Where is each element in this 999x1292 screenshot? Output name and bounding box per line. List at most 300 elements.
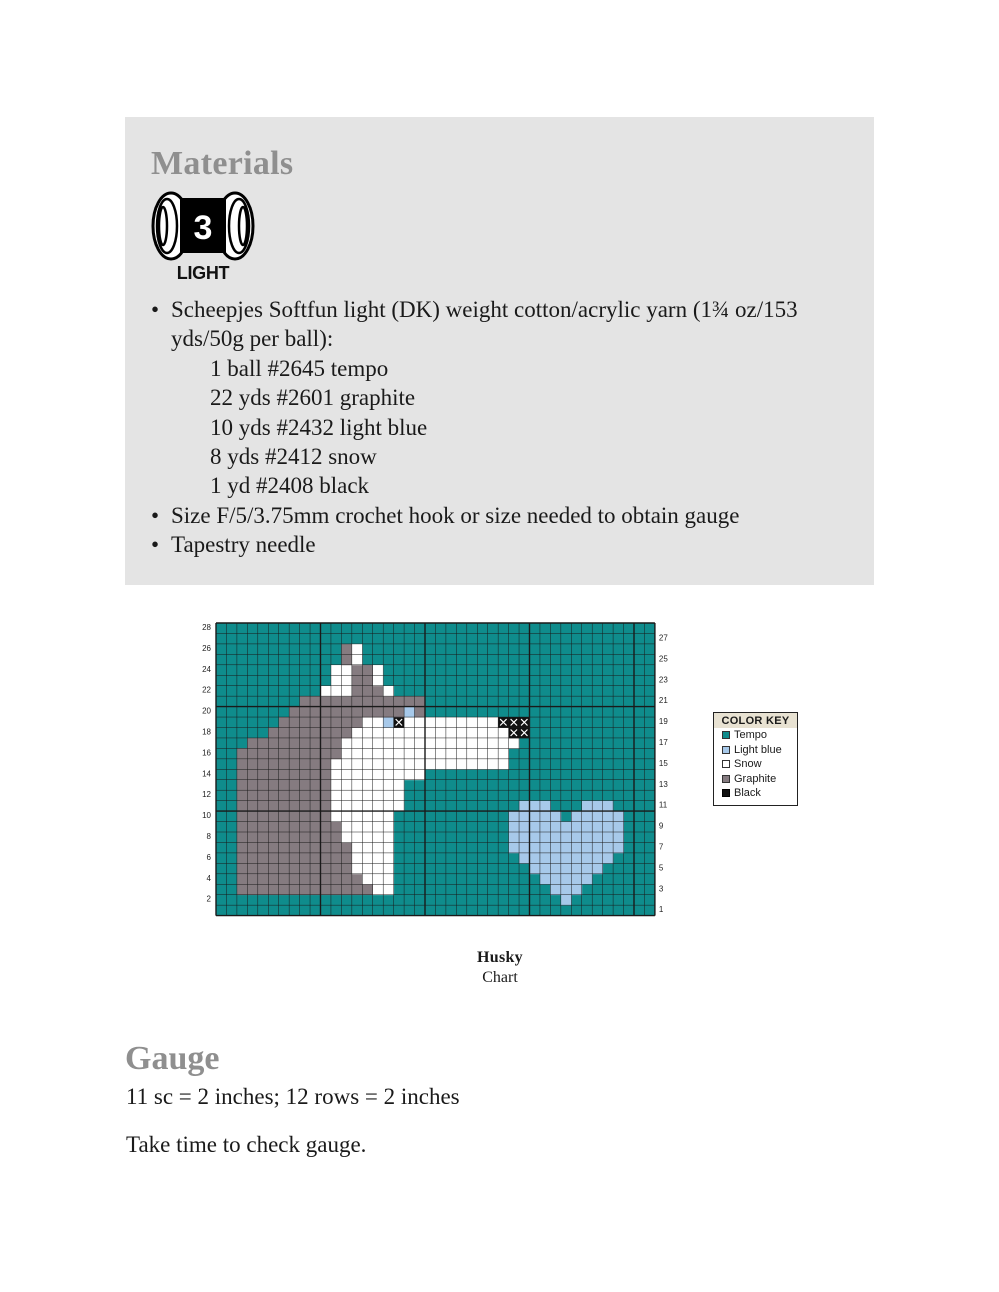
graphite-stitch (321, 790, 332, 801)
graphite-stitch (237, 842, 248, 853)
snow-stitch (446, 759, 457, 770)
graphite-stitch (321, 759, 332, 770)
light-blue-stitch (582, 822, 593, 833)
snow-stitch (383, 853, 394, 864)
snow-stitch (362, 738, 373, 749)
snow-stitch (331, 686, 342, 697)
snow-stitch (383, 728, 394, 739)
materials-title: Materials (151, 145, 294, 182)
graphite-stitch (300, 728, 311, 739)
color-key (713, 712, 798, 806)
snow-stitch (456, 748, 467, 759)
light-blue-stitch (561, 842, 572, 853)
snow-stitch (362, 822, 373, 833)
row-number: 15 (658, 758, 668, 768)
graphite-stitch (268, 822, 279, 833)
snow-stitch (352, 822, 363, 833)
snow-stitch (362, 717, 373, 728)
row-number: 19 (658, 717, 668, 727)
light-blue-stitch (509, 811, 520, 822)
snow-stitch (362, 780, 373, 791)
graphite-stitch (247, 801, 258, 812)
graphite-stitch (279, 769, 290, 780)
graphite-stitch (289, 874, 300, 885)
light-blue-stitch (592, 842, 603, 853)
snow-stitch (383, 801, 394, 812)
light-blue-stitch (582, 832, 593, 843)
graphite-stitch (331, 717, 342, 728)
snow-stitch (341, 738, 352, 749)
snow-stitch (321, 686, 332, 697)
graphite-stitch (258, 853, 269, 864)
light-blue-stitch (550, 863, 561, 874)
row-number: 7 (658, 842, 664, 852)
snow-stitch (341, 780, 352, 791)
snow-stitch (341, 748, 352, 759)
snow-stitch (352, 748, 363, 759)
light-blue-stitch (613, 822, 624, 833)
color-key-label: Snow (734, 758, 762, 771)
light-blue-stitch (519, 801, 530, 812)
graphite-stitch (247, 832, 258, 843)
snow-stitch (383, 686, 394, 697)
color-swatch (722, 775, 730, 783)
snow-stitch (373, 801, 384, 812)
light-blue-stitch (530, 842, 541, 853)
graphite-stitch (279, 717, 290, 728)
graphite-stitch (289, 717, 300, 728)
light-blue-stitch (550, 822, 561, 833)
graphite-stitch (352, 884, 363, 895)
snow-stitch (362, 832, 373, 843)
graphite-stitch (394, 707, 405, 718)
graphite-stitch (331, 748, 342, 759)
graphite-stitch (279, 874, 290, 885)
graphite-stitch (373, 686, 384, 697)
snow-stitch (394, 801, 405, 812)
snow-stitch (477, 717, 488, 728)
graphite-stitch (258, 780, 269, 791)
graphite-stitch (300, 696, 311, 707)
yarn-color-item: 1 ball #2645 tempo (210, 355, 389, 381)
graphite-stitch (310, 696, 321, 707)
bullet: • (151, 297, 160, 322)
light-blue-stitch (592, 863, 603, 874)
row-number: 8 (206, 832, 211, 841)
graphite-stitch (258, 811, 269, 822)
gauge-text: 11 sc = 2 inches; 12 rows = 2 inches (126, 1084, 460, 1109)
graphite-stitch (279, 801, 290, 812)
light-blue-stitch (571, 842, 582, 853)
light-blue-stitch (603, 811, 614, 822)
graphite-stitch (352, 696, 363, 707)
snow-stitch (352, 790, 363, 801)
graphite-stitch (237, 748, 248, 759)
light-blue-stitch (613, 811, 624, 822)
light-blue-stitch (592, 832, 603, 843)
light-blue-stitch (582, 801, 593, 812)
snow-stitch (456, 759, 467, 770)
graphite-stitch (289, 801, 300, 812)
light-blue-stitch (540, 832, 551, 843)
row-number: 1 (658, 905, 664, 915)
graphite-stitch (300, 811, 311, 822)
graphite-stitch (341, 853, 352, 864)
graphite-stitch (404, 696, 415, 707)
snow-stitch (394, 748, 405, 759)
snow-stitch (352, 811, 363, 822)
graphite-stitch (310, 811, 321, 822)
graphite-stitch (258, 738, 269, 749)
graphite-stitch (341, 728, 352, 739)
snow-stitch (352, 654, 363, 665)
snow-stitch (456, 728, 467, 739)
graphite-stitch (310, 759, 321, 770)
graphite-stitch (321, 769, 332, 780)
snow-stitch (373, 675, 384, 686)
graphite-stitch (362, 696, 373, 707)
snow-stitch (362, 863, 373, 874)
graphite-stitch (394, 696, 405, 707)
light-blue-stitch (582, 853, 593, 864)
snow-stitch (352, 728, 363, 739)
light-blue-stitch (603, 822, 614, 833)
snow-stitch (331, 811, 342, 822)
row-number: 28 (202, 623, 211, 632)
row-number: 22 (202, 685, 211, 695)
snow-stitch (362, 801, 373, 812)
graphite-stitch (331, 853, 342, 864)
row-number: 26 (202, 643, 211, 653)
snow-stitch (477, 728, 488, 739)
snow-stitch (373, 842, 384, 853)
light-blue-stitch (550, 884, 561, 895)
snow-stitch (383, 884, 394, 895)
graphite-stitch (331, 738, 342, 749)
snow-stitch (373, 728, 384, 739)
graphite-stitch (331, 822, 342, 833)
graphite-stitch (247, 748, 258, 759)
graphite-stitch (289, 780, 300, 791)
light-blue-stitch (530, 863, 541, 874)
light-blue-stitch (519, 842, 530, 853)
graphite-stitch (321, 738, 332, 749)
snow-stitch (341, 759, 352, 770)
row-number: 23 (658, 675, 668, 685)
snow-stitch (373, 665, 384, 676)
needle-description: Tapestry needle (171, 532, 316, 558)
snow-stitch (488, 728, 499, 739)
row-number: 14 (202, 769, 211, 779)
graphite-stitch (237, 759, 248, 770)
graphite-stitch (321, 874, 332, 885)
snow-stitch (498, 738, 509, 749)
snow-stitch (498, 759, 509, 770)
graphite-stitch (258, 822, 269, 833)
snow-stitch (446, 717, 457, 728)
graphite-stitch (310, 801, 321, 812)
light-blue-stitch (550, 874, 561, 885)
graphite-stitch (247, 874, 258, 885)
graphite-stitch (310, 874, 321, 885)
graphite-stitch (341, 717, 352, 728)
graphite-stitch (331, 884, 342, 895)
snow-stitch (415, 769, 426, 780)
bullet: • (151, 532, 160, 558)
graphite-stitch (300, 769, 311, 780)
snow-stitch (394, 769, 405, 780)
graphite-stitch (268, 738, 279, 749)
light-blue-stitch (530, 832, 541, 843)
light-blue-stitch (509, 832, 520, 843)
list-item (153, 295, 853, 501)
yarn-weight-number: 3 (193, 209, 213, 247)
yarn-color-list (171, 354, 853, 501)
snow-stitch (425, 728, 436, 739)
light-blue-stitch (603, 801, 614, 812)
snow-stitch (415, 728, 426, 739)
color-key-list (714, 728, 797, 801)
snow-stitch (352, 769, 363, 780)
snow-stitch (341, 832, 352, 843)
snow-stitch (352, 801, 363, 812)
snow-stitch (341, 822, 352, 833)
graphite-stitch (300, 874, 311, 885)
light-blue-stitch (613, 832, 624, 843)
graphite-stitch (341, 644, 352, 655)
graphite-stitch (258, 874, 269, 885)
snow-stitch (373, 717, 384, 728)
color-key-item (714, 728, 797, 743)
snow-stitch (383, 832, 394, 843)
snow-stitch (404, 728, 415, 739)
graphite-stitch (352, 675, 363, 686)
snow-stitch (446, 738, 457, 749)
graphite-stitch (268, 801, 279, 812)
color-key-label: Graphite (734, 772, 777, 785)
list-item (153, 501, 853, 530)
yarn-color-item: 1 yd #2408 black (210, 473, 370, 499)
graphite-stitch (341, 707, 352, 718)
color-swatch (722, 760, 730, 768)
snow-stitch (373, 748, 384, 759)
graphite-stitch (310, 707, 321, 718)
graphite-stitch (300, 863, 311, 874)
graphite-stitch (310, 842, 321, 853)
light-blue-stitch (561, 884, 572, 895)
graphite-stitch (279, 884, 290, 895)
graphite-stitch (258, 842, 269, 853)
snow-stitch (467, 738, 478, 749)
snow-stitch (404, 759, 415, 770)
graphite-stitch (268, 728, 279, 739)
snow-stitch (383, 790, 394, 801)
snow-stitch (394, 790, 405, 801)
snow-stitch (456, 717, 467, 728)
snow-stitch (362, 759, 373, 770)
snow-stitch (331, 759, 342, 770)
graphite-stitch (300, 790, 311, 801)
snow-stitch (477, 748, 488, 759)
row-number: 4 (206, 873, 211, 883)
husky-chart (190, 615, 690, 920)
row-number: 25 (658, 654, 668, 664)
graphite-stitch (352, 874, 363, 885)
light-blue-stitch (540, 822, 551, 833)
graphite-stitch (289, 728, 300, 739)
snow-stitch (394, 759, 405, 770)
graphite-stitch (279, 832, 290, 843)
color-swatch (722, 731, 730, 739)
snow-stitch (383, 822, 394, 833)
row-number: 27 (658, 633, 668, 643)
graphite-stitch (247, 780, 258, 791)
snow-stitch (404, 748, 415, 759)
graphite-stitch (310, 728, 321, 739)
graphite-stitch (237, 801, 248, 812)
graphite-stitch (268, 790, 279, 801)
row-number: 3 (658, 884, 664, 894)
graphite-stitch (247, 842, 258, 853)
snow-stitch (373, 769, 384, 780)
color-key-item (714, 772, 797, 787)
yarn-weight-label: LIGHT (176, 263, 230, 283)
graphite-stitch (279, 780, 290, 791)
snow-stitch (352, 863, 363, 874)
snow-stitch (331, 769, 342, 780)
snow-stitch (373, 863, 384, 874)
graphite-stitch (258, 748, 269, 759)
graphite-stitch (268, 863, 279, 874)
graphite-stitch (300, 707, 311, 718)
graphite-stitch (321, 811, 332, 822)
snow-stitch (488, 748, 499, 759)
snow-stitch (488, 717, 499, 728)
snow-stitch (425, 717, 436, 728)
snow-stitch (362, 748, 373, 759)
graphite-stitch (341, 884, 352, 895)
graphite-stitch (289, 769, 300, 780)
snow-stitch (341, 811, 352, 822)
light-blue-stitch (404, 707, 415, 718)
graphite-stitch (247, 738, 258, 749)
graphite-stitch (247, 790, 258, 801)
snow-stitch (373, 822, 384, 833)
graphite-stitch (289, 759, 300, 770)
snow-stitch (362, 811, 373, 822)
graphite-stitch (321, 707, 332, 718)
graphite-stitch (237, 811, 248, 822)
graphite-stitch (341, 842, 352, 853)
color-swatch (722, 746, 730, 754)
snow-stitch (425, 738, 436, 749)
light-blue-stitch (582, 842, 593, 853)
row-number: 10 (202, 811, 211, 821)
light-blue-stitch (582, 863, 593, 874)
snow-stitch (331, 675, 342, 686)
materials-list (153, 295, 853, 560)
light-blue-stitch (582, 811, 593, 822)
graphite-stitch (383, 696, 394, 707)
yarn-color-item: 10 yds #2432 light blue (210, 414, 428, 440)
snow-stitch (341, 675, 352, 686)
graphite-stitch (373, 696, 384, 707)
snow-stitch (425, 748, 436, 759)
graphite-stitch (289, 790, 300, 801)
light-blue-stitch (603, 853, 614, 864)
graphite-stitch (279, 790, 290, 801)
row-number: 13 (658, 779, 668, 789)
snow-stitch (373, 759, 384, 770)
snow-stitch (352, 780, 363, 791)
row-number: 24 (202, 664, 211, 674)
snow-stitch (383, 738, 394, 749)
graphite-stitch (237, 822, 248, 833)
snow-stitch (352, 832, 363, 843)
color-key-label: Light blue (734, 743, 782, 756)
light-blue-stitch (519, 853, 530, 864)
graphite-stitch (247, 769, 258, 780)
list-item (153, 530, 853, 559)
graphite-stitch (300, 884, 311, 895)
graphite-stitch (237, 790, 248, 801)
graphite-stitch (268, 759, 279, 770)
graphite-stitch (331, 707, 342, 718)
graphite-stitch (279, 738, 290, 749)
snow-stitch (373, 832, 384, 843)
graphite-stitch (300, 832, 311, 843)
graphite-stitch (247, 884, 258, 895)
graphite-stitch (279, 853, 290, 864)
color-key-title: COLOR KEY (714, 713, 797, 728)
snow-stitch (394, 728, 405, 739)
light-blue-stitch (571, 884, 582, 895)
snow-stitch (362, 842, 373, 853)
graphite-stitch (279, 728, 290, 739)
graphite-stitch (362, 665, 373, 676)
graphite-stitch (289, 748, 300, 759)
graphite-stitch (331, 842, 342, 853)
row-number: 5 (658, 863, 664, 873)
graphite-stitch (258, 759, 269, 770)
graphite-stitch (300, 853, 311, 864)
graphite-stitch (279, 748, 290, 759)
light-blue-stitch (582, 874, 593, 885)
snow-stitch (498, 748, 509, 759)
snow-stitch (456, 738, 467, 749)
graphite-stitch (258, 801, 269, 812)
graphite-stitch (289, 863, 300, 874)
graphite-stitch (352, 686, 363, 697)
graphite-stitch (268, 853, 279, 864)
snow-stitch (415, 738, 426, 749)
row-number: 6 (206, 852, 211, 862)
graphite-stitch (268, 769, 279, 780)
graphite-stitch (247, 853, 258, 864)
graphite-stitch (289, 853, 300, 864)
graphite-stitch (300, 748, 311, 759)
snow-stitch (488, 759, 499, 770)
row-number: 18 (202, 727, 211, 737)
light-blue-stitch (550, 832, 561, 843)
snow-stitch (362, 874, 373, 885)
snow-stitch (373, 874, 384, 885)
gauge-note: Take time to check gauge. (126, 1132, 367, 1157)
color-key-item (714, 786, 797, 801)
snow-stitch (373, 738, 384, 749)
snow-stitch (383, 863, 394, 874)
light-blue-stitch (592, 801, 603, 812)
